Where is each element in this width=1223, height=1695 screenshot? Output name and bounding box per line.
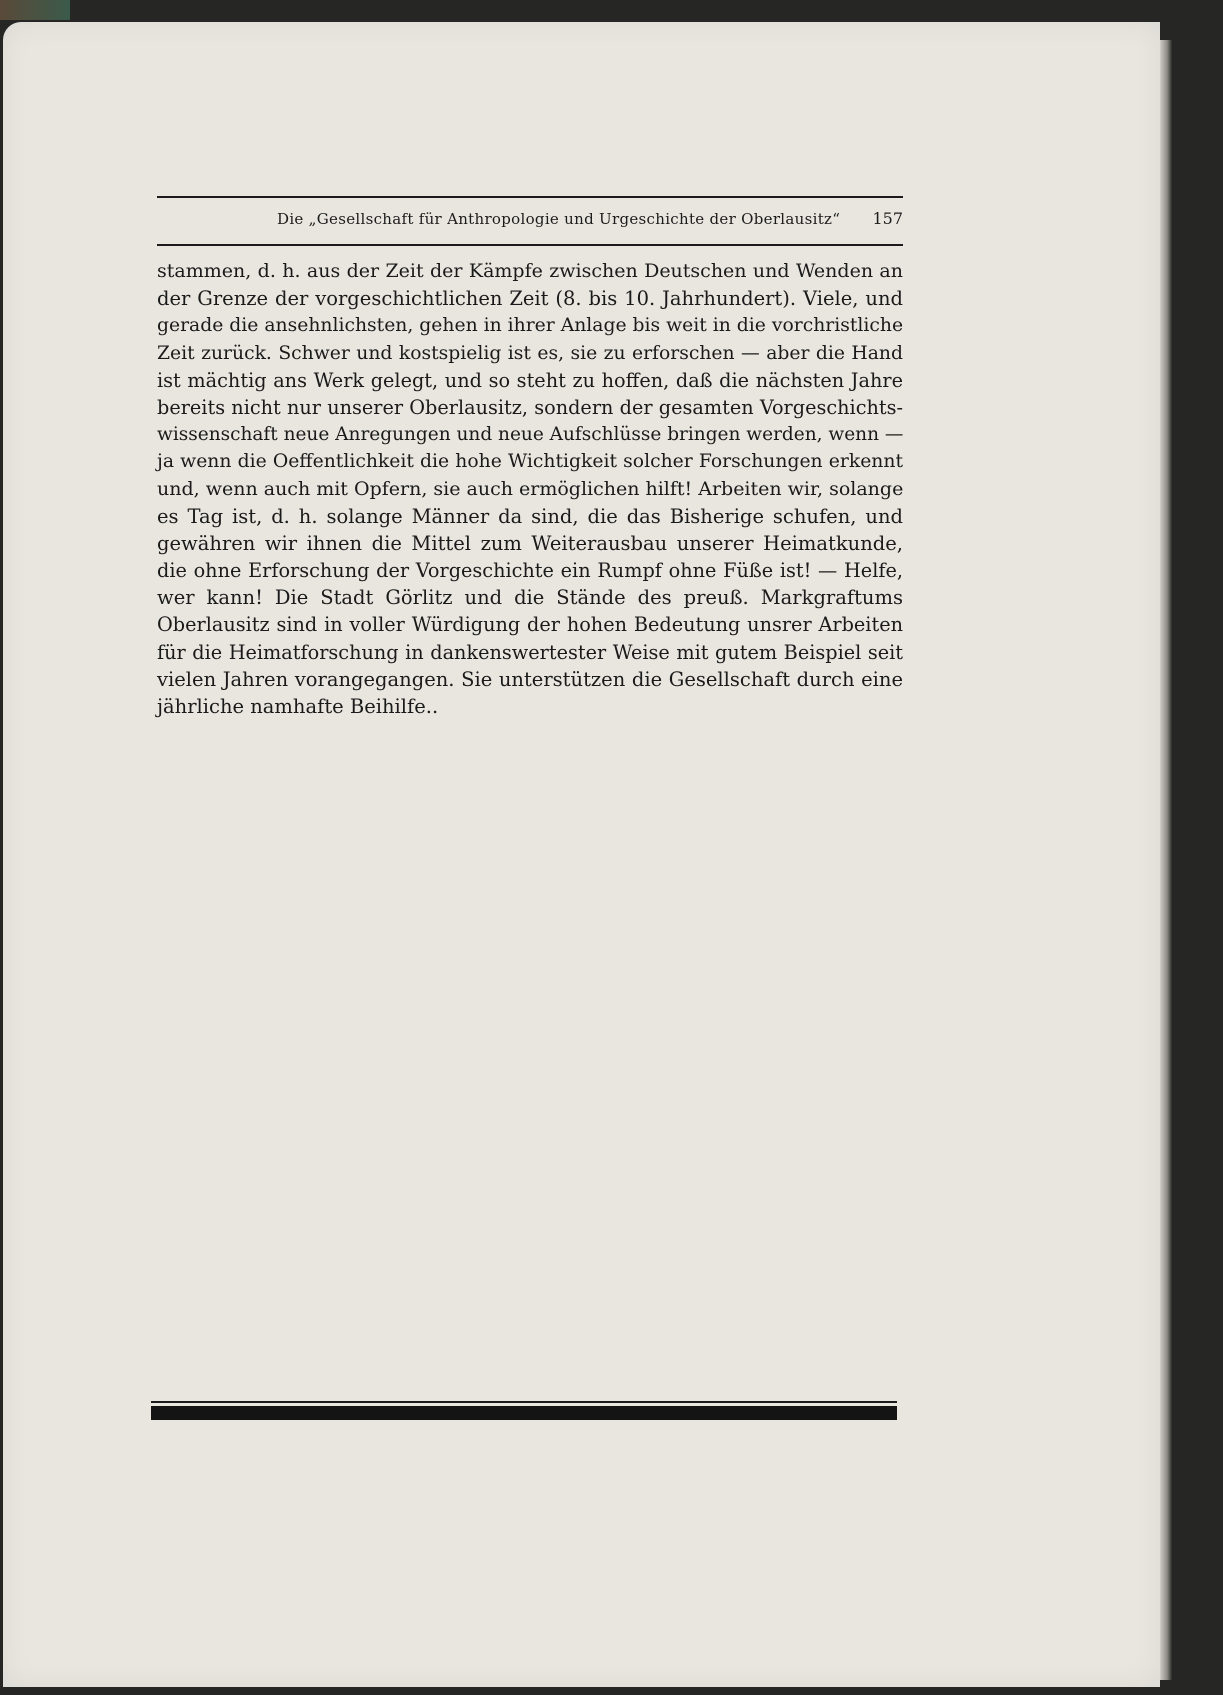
text-line: gewähren wir ihnen die Mittel zum Weiterausbau unserer Heimatkunde,	[157, 531, 903, 555]
text-line: die ohne Erforschung der Vorgeschichte ein Rumpf ohne Füße ist! — Helfe,	[157, 559, 903, 583]
text-line: gerade die ansehnlichsten, gehen in ihrer Anlage bis weit in die vorchristliche	[157, 315, 904, 337]
footer-rule	[151, 1401, 897, 1403]
text-line: für die Heimatforschung in dankenswertester Weise mit gutem Beispiel seit	[157, 640, 903, 664]
text-line: ja wenn die Oeffentlichkeit die hohe Wichtigkeit solcher Forschungen erkennt	[157, 451, 903, 473]
footer-rule-heavy	[151, 1406, 897, 1420]
page-stack-edge	[1160, 40, 1172, 1680]
text-line: bereits nicht nur unserer Oberlausitz, sondern der gesamten Vorgeschichts-	[157, 395, 903, 419]
book-spine-edge	[0, 0, 70, 20]
page-number: 157	[872, 209, 903, 228]
text-line: wer kann! Die Stadt Görlitz und die Stände des preuß. Markgraftums	[157, 586, 903, 610]
text-line: vielen Jahren vorangegangen. Sie unterstützen die Gesellschaft durch eine	[157, 667, 903, 691]
text-line: Zeit zurück. Schwer und kostspielig ist es, sie zu erforschen — aber die Hand	[157, 342, 903, 364]
text-line: es Tag ist, d. h. solange Männer da sind, die das Bisherige schufen, und	[157, 504, 903, 528]
text-line: Oberlausitz sind in voller Würdigung der hohen Bedeutung unsrer Arbeiten	[157, 613, 903, 637]
text-line: der Grenze der vorgeschichtlichen Zeit (8. bis 10. Jahrhundert). Viele, und	[157, 287, 903, 311]
running-header-title: Die „Gesellschaft für Anthropologie und Urgeschichte der Oberlausitz“	[277, 210, 841, 228]
text-line: jährliche namhafte Beihilfe..	[157, 695, 439, 718]
body-paragraph	[157, 258, 903, 720]
text-line: und, wenn auch mit Opfern, sie auch ermöglichen hilft! Arbeiten wir, solange	[157, 477, 904, 500]
text-line: stammen, d. h. aus der Zeit der Kämpfe zwischen Deutschen und Wenden an	[157, 260, 903, 282]
text-line: ist mächtig ans Werk gelegt, und so steht zu hoffen, daß die nächsten Jahre	[157, 368, 903, 392]
text-line: wissenschaft neue Anregungen und neue Aufschlüsse bringen werden, wenn —	[157, 424, 904, 446]
running-header	[157, 196, 903, 246]
